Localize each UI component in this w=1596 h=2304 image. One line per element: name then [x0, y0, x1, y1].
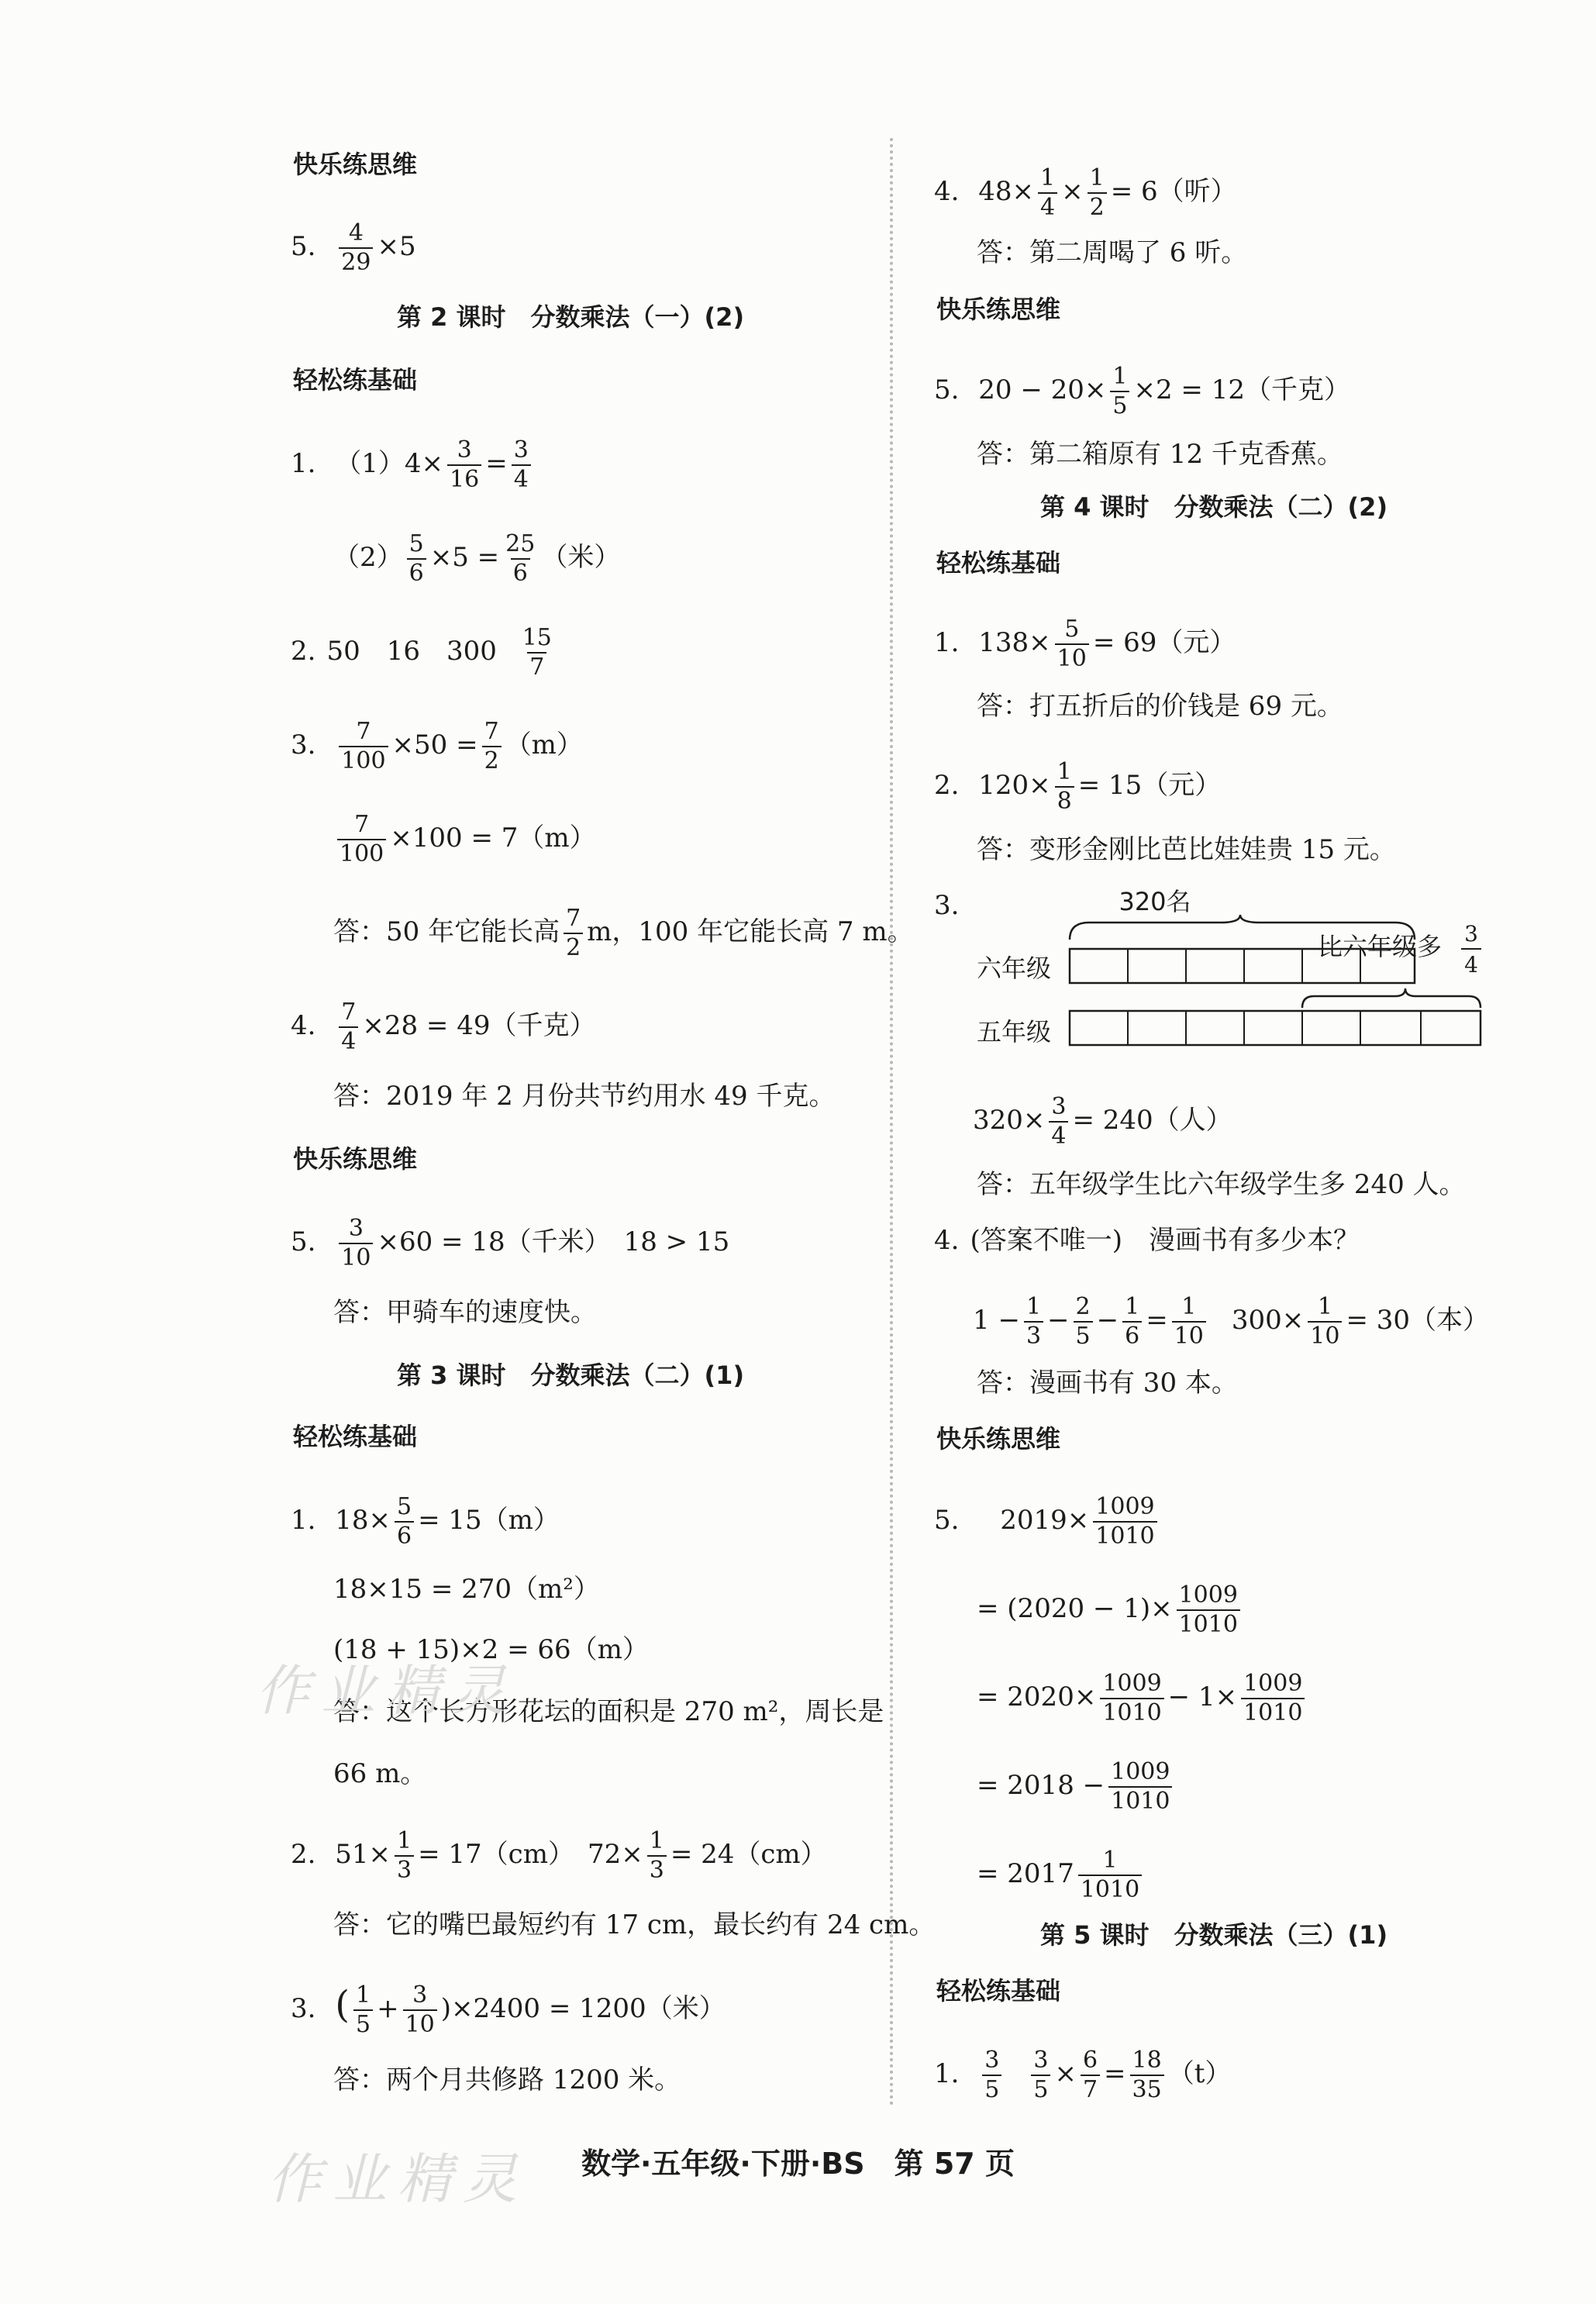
answer-line: 2. 51× $\frac{1}{3}$ = 17（cm） 72× $\frac{1}{3}$ = 24（cm） — [291, 1827, 827, 1884]
answer-line: 1. （1）4× $\frac{3}{16}$ = $\frac{3}{4}$ — [291, 436, 535, 494]
section-heading: 轻松练基础 — [936, 548, 1061, 578]
section-heading: 快乐练思维 — [936, 295, 1061, 324]
answer-line: 4. (答案不唯一) 漫画书有多少本？ — [934, 1225, 1360, 1256]
answer-text: 答：50 年它能长高 $\frac{7}{2}$ m，100 年它能长高 7 m。 — [333, 905, 914, 961]
answer-line: (18 + 15)×2 = 66（m） — [333, 1634, 649, 1665]
page-footer: 数学·五年级·下册·BS 第 57 页 — [581, 2147, 1015, 2181]
answer-line: 4. $\frac{7}{4}$ ×28 = 49（千克） — [291, 999, 596, 1055]
answer-line: = 2017 $\frac{1}{1010}$ — [977, 1847, 1146, 1904]
answer-text: 答：这个长方形花坛的面积是 270 m²，周长是 — [333, 1696, 884, 1727]
answer-line: = 2018 − $\frac{1009}{1010}$ — [977, 1758, 1176, 1816]
answer-text: 66 m。 — [333, 1758, 427, 1789]
answer-text: 答：甲骑车的速度快。 — [333, 1297, 597, 1328]
answer-line: 1 − $\frac{1}{3}$ − $\frac{2}{5}$ − $\frac{1}{6}$ = $\frac{1}{10}$ 300× $\frac{1}{10}$ = 30（本） — [973, 1293, 1490, 1350]
answer-line: 5. $\frac{3}{10}$ ×60 = 18（千米） 18 > 15 — [291, 1215, 730, 1271]
answer-line: 3. ( $\frac{1}{5}$ + $\frac{3}{10}$ )×2400 = 1200（米） — [291, 1982, 726, 2038]
lesson-title: 第 2 课时 分数乘法（一）(2) — [397, 302, 745, 332]
answer-text: 答：第二周喝了 6 听。 — [977, 237, 1248, 268]
answer-line: 320× $\frac{3}{4}$ = 240（人） — [973, 1093, 1232, 1150]
segment-diagram — [973, 884, 1500, 1054]
answer-text: 答：打五折后的价钱是 69 元。 — [977, 691, 1343, 722]
answer-line: $\frac{7}{100}$ ×100 = 7（m） — [333, 811, 596, 868]
answer-line: 2. 120× $\frac{1}{8}$ = 15（元） — [934, 758, 1222, 815]
answer-line: 1. 138× $\frac{5}{10}$ = 69（元） — [934, 616, 1236, 672]
answer-text: 答：第二箱原有 12 千克香蕉。 — [977, 439, 1343, 470]
answer-line: 2. 50 16 300 $\frac{15}{7}$ — [291, 624, 552, 681]
answer-line: 1. 18× $\frac{5}{6}$ = 15（m） — [291, 1493, 560, 1550]
lesson-title: 第 4 课时 分数乘法（二）(2) — [1040, 492, 1388, 522]
answer-line: 18×15 = 270（m²） — [333, 1574, 600, 1605]
section-heading: 轻松练基础 — [936, 1976, 1061, 2006]
extra-brace — [1302, 988, 1481, 1008]
lesson-title: 第 3 课时 分数乘法（二）(1) — [397, 1361, 745, 1390]
section-heading: 快乐练思维 — [293, 150, 418, 179]
answer-text: 答：变形金刚比芭比娃娃贵 15 元。 — [977, 834, 1396, 865]
section-heading: 快乐练思维 — [936, 1424, 1061, 1454]
answer-line: 3. $\frac{7}{100}$ ×50 = $\frac{7}{2}$ （m） — [291, 718, 583, 774]
column-divider — [890, 138, 893, 2107]
diagram-more-label: 比六年级多 — [1318, 932, 1443, 961]
answer-text: 答：它的嘴巴最短约有 17 cm，最长约有 24 cm。 — [333, 1909, 936, 1940]
watermark: 作业精灵 — [256, 1659, 516, 1723]
answer-line: = (2020 − 1)× $\frac{1009}{1010}$ — [977, 1581, 1244, 1639]
answer-line: （2） $\frac{5}{6}$ ×5 = $\frac{25}{6}$ （米） — [333, 530, 621, 587]
answer-line: 5. $\frac{4}{29}$ ×5 — [291, 219, 416, 276]
svg-text:3: 3 — [1464, 921, 1478, 947]
answer-text: 答：两个月共修路 1200 米。 — [333, 2064, 681, 2095]
answer-line: 5. 2019× $\frac{1009}{1010}$ — [934, 1493, 1161, 1550]
section-heading: 轻松练基础 — [293, 1422, 418, 1451]
section-heading: 快乐练思维 — [293, 1144, 418, 1174]
answer-line: 4. 48× $\frac{1}{4}$ × $\frac{1}{2}$ = 6（听） — [934, 164, 1237, 221]
grade5-bar — [1070, 1011, 1481, 1045]
answer-text: 答：2019 年 2 月份共节约用水 49 千克。 — [333, 1081, 836, 1112]
lesson-title: 第 5 课时 分数乘法（三）(1) — [1040, 1920, 1388, 1950]
section-heading: 轻松练基础 — [293, 365, 418, 395]
answer-line: 5. 20 − 20× $\frac{1}{5}$ ×2 = 12（千克） — [934, 363, 1350, 419]
svg-text:4: 4 — [1464, 952, 1478, 978]
answer-line: = 2020× $\frac{1009}{1010}$ − 1× $\frac{1009}{1010}$ — [977, 1670, 1308, 1727]
answer-line: 1. $\frac{3}{5}$ $\frac{3}{5}$ × $\frac{6}{7}$ = $\frac{18}{35}$ （t） — [934, 2047, 1232, 2103]
answer-text: 答：漫画书有 30 本。 — [977, 1368, 1238, 1399]
watermark: 作业精灵 — [267, 2147, 528, 2211]
row-label-grade6: 六年级 — [977, 954, 1052, 983]
row-label-grade5: 五年级 — [977, 1017, 1052, 1047]
answer-text: 答：五年级学生比六年级学生多 240 人。 — [977, 1169, 1466, 1200]
diagram-total-label: 320名 — [1119, 887, 1191, 916]
question-number: 3. — [934, 890, 960, 921]
